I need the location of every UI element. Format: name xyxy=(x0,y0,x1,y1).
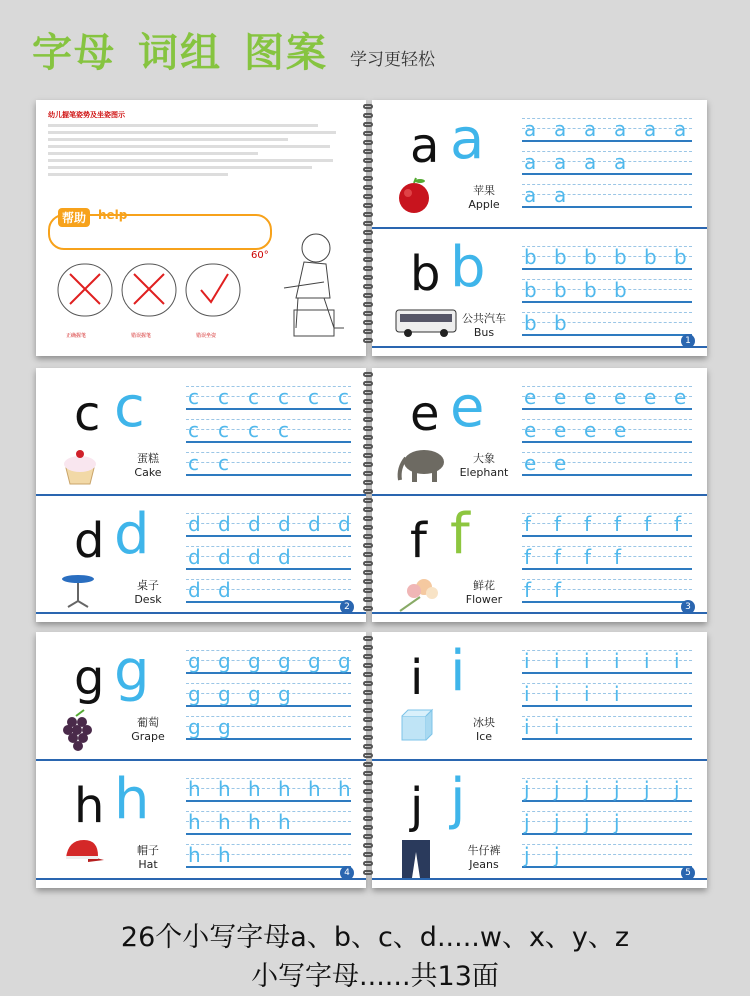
trace-letter: j xyxy=(554,810,560,834)
trace-letter: b xyxy=(524,278,537,302)
footer-line-1: 26个小写字母a、b、c、d.....w、x、y、z xyxy=(120,922,630,953)
trace-letter: c xyxy=(218,418,229,442)
letter-c-black: c xyxy=(74,386,101,442)
page-divider xyxy=(372,227,707,229)
trace-letter: h xyxy=(308,777,321,801)
trace-letter: c xyxy=(218,385,229,409)
trace-letter: d xyxy=(188,545,201,569)
caption-1: 正确握笔 xyxy=(66,333,87,339)
trace-letter: f xyxy=(644,512,652,536)
trace-letter: a xyxy=(584,117,597,141)
trace-letter: d xyxy=(218,545,231,569)
trace-letter: j xyxy=(554,843,560,867)
trace-letter: j xyxy=(524,810,530,834)
word-f-cn: 鲜花 xyxy=(473,579,495,592)
trace-grid-b xyxy=(522,242,692,341)
word-a-en: Apple xyxy=(468,198,500,211)
trace-grid-d xyxy=(186,509,351,608)
trace-letter: g xyxy=(248,649,261,673)
desk-icon xyxy=(58,571,98,615)
word-g-cn: 葡萄 xyxy=(137,716,159,729)
trace-grid-h xyxy=(186,774,351,873)
trace-letter: g xyxy=(248,682,261,706)
trace-grid-e xyxy=(522,382,692,481)
trace-letter: g xyxy=(308,649,321,673)
letter-i-blue: i xyxy=(450,639,466,704)
letter-page xyxy=(372,368,707,622)
apple-icon xyxy=(394,176,434,220)
letter-page xyxy=(36,632,366,888)
word-c xyxy=(108,452,188,480)
trace-letter: c xyxy=(278,418,289,442)
trace-letter: c xyxy=(308,385,319,409)
page-bottom-line xyxy=(372,346,707,348)
letter-b-blue: b xyxy=(450,235,486,300)
trace-letter: f xyxy=(524,512,532,536)
word-h-en: Hat xyxy=(138,858,158,871)
header-word-2: 词组 xyxy=(138,30,222,76)
cake-icon xyxy=(58,444,102,492)
word-e-cn: 大象 xyxy=(473,452,495,465)
page-bottom-line xyxy=(372,612,707,614)
trace-letter: h xyxy=(338,777,351,801)
hat-icon xyxy=(58,836,106,872)
trace-letter: b xyxy=(584,278,597,302)
trace-letter: g xyxy=(218,682,231,706)
trace-letter: b xyxy=(554,311,567,335)
spiral-binding xyxy=(363,372,375,615)
trace-letter: e xyxy=(614,418,627,442)
trace-letter: e xyxy=(524,385,537,409)
grape-icon xyxy=(58,708,98,756)
trace-letter: g xyxy=(218,649,231,673)
trace-letter: a xyxy=(554,150,567,174)
word-c-cn: 蛋糕 xyxy=(137,452,159,465)
trace-letter: c xyxy=(248,418,259,442)
trace-letter: f xyxy=(554,578,562,602)
trace-letter: i xyxy=(614,682,620,706)
page-number: 1 xyxy=(681,334,695,348)
page-bottom-line xyxy=(372,878,707,880)
trace-letter: a xyxy=(524,150,537,174)
hand-illustrations xyxy=(56,260,246,330)
trace-letter: c xyxy=(278,385,289,409)
trace-letter: i xyxy=(524,649,530,673)
word-e xyxy=(444,452,524,480)
trace-letter: h xyxy=(278,777,291,801)
trace-letter: i xyxy=(674,649,680,673)
trace-letter: h xyxy=(248,810,261,834)
word-b-en: Bus xyxy=(473,326,495,339)
sitting-child-illustration xyxy=(274,228,354,338)
letter-a-black: a xyxy=(410,118,440,174)
trace-letter: e xyxy=(584,385,597,409)
word-g-en: Grape xyxy=(131,730,165,743)
page-number: 2 xyxy=(340,600,354,614)
trace-letter: b xyxy=(584,245,597,269)
trace-letter: e xyxy=(674,385,687,409)
trace-letter: h xyxy=(188,777,201,801)
word-i xyxy=(444,716,524,744)
trace-letter: b xyxy=(524,245,537,269)
trace-letter: a xyxy=(554,117,567,141)
letter-g-blue: g xyxy=(114,639,150,704)
trace-letter: d xyxy=(308,512,321,536)
trace-letter: f xyxy=(674,512,682,536)
trace-letter: b xyxy=(644,245,657,269)
letter-h-black: h xyxy=(74,778,105,834)
word-h-cn: 帽子 xyxy=(137,844,159,857)
ice-icon xyxy=(394,708,434,752)
header-word-1: 字母 xyxy=(32,30,116,76)
trace-letter: d xyxy=(278,512,291,536)
header-slogan: 学习更轻松 xyxy=(350,50,435,70)
spiral-binding xyxy=(363,636,375,879)
page-divider xyxy=(372,759,707,761)
trace-letter: d xyxy=(218,512,231,536)
header xyxy=(32,18,435,78)
trace-letter: a xyxy=(554,183,567,207)
page-divider xyxy=(36,759,366,761)
trace-letter: b xyxy=(554,245,567,269)
trace-letter: c xyxy=(188,451,199,475)
trace-letter: i xyxy=(554,682,560,706)
trace-grid-f xyxy=(522,509,692,608)
trace-letter: f xyxy=(584,545,592,569)
letter-page xyxy=(372,100,707,356)
trace-letter: e xyxy=(584,418,597,442)
trace-letter: e xyxy=(644,385,657,409)
trace-letter: c xyxy=(218,451,229,475)
trace-letter: j xyxy=(524,843,530,867)
trace-letter: g xyxy=(188,682,201,706)
trace-letter: i xyxy=(554,649,560,673)
trace-letter: g xyxy=(188,715,201,739)
letter-b-black: b xyxy=(410,246,441,302)
trace-letter: c xyxy=(338,385,349,409)
letter-g-black: g xyxy=(74,650,105,706)
page-number: 3 xyxy=(681,600,695,614)
letter-f-blue: f xyxy=(450,502,470,567)
trace-letter: a xyxy=(614,117,627,141)
trace-letter: j xyxy=(674,777,680,801)
trace-letter: d xyxy=(278,545,291,569)
word-a-cn: 苹果 xyxy=(473,184,495,197)
trace-letter: d xyxy=(218,578,231,602)
angle-label: 60° xyxy=(251,250,269,261)
word-h xyxy=(108,844,188,872)
trace-letter: j xyxy=(614,777,620,801)
trace-letter: j xyxy=(554,777,560,801)
letter-i-black: i xyxy=(410,650,424,706)
page-bottom-line xyxy=(36,612,366,614)
trace-letter: i xyxy=(584,682,590,706)
trace-letter: i xyxy=(584,649,590,673)
word-d xyxy=(108,579,188,607)
word-j-en: Jeans xyxy=(469,858,499,871)
letter-page xyxy=(36,368,366,622)
trace-letter: f xyxy=(554,545,562,569)
trace-letter: h xyxy=(278,810,291,834)
letter-e-black: e xyxy=(410,386,440,442)
trace-letter: j xyxy=(584,810,590,834)
trace-letter: e xyxy=(524,451,537,475)
trace-letter: g xyxy=(338,649,351,673)
trace-letter: e xyxy=(554,451,567,475)
trace-letter: g xyxy=(278,649,291,673)
trace-grid-g xyxy=(186,646,351,745)
trace-letter: d xyxy=(338,512,351,536)
help-en: help xyxy=(98,208,128,222)
word-a xyxy=(444,184,524,212)
page-number: 5 xyxy=(681,866,695,880)
trace-letter: a xyxy=(584,150,597,174)
trace-letter: h xyxy=(188,843,201,867)
trace-letter: e xyxy=(614,385,627,409)
word-b-cn: 公共汽车 xyxy=(462,312,506,325)
footer-line-2: 小写字母......共13面 xyxy=(251,961,499,992)
trace-letter: j xyxy=(584,777,590,801)
trace-letter: i xyxy=(524,715,530,739)
word-f xyxy=(444,579,524,607)
letter-e-blue: e xyxy=(450,375,485,440)
trace-letter: f xyxy=(584,512,592,536)
word-d-cn: 桌子 xyxy=(137,579,159,592)
word-j-cn: 牛仔裤 xyxy=(467,844,501,857)
trace-letter: b xyxy=(524,311,537,335)
intro-text-block xyxy=(48,124,348,180)
letter-d-black: d xyxy=(74,513,105,569)
help-badge xyxy=(48,208,272,250)
trace-letter: e xyxy=(524,418,537,442)
page-divider xyxy=(36,494,366,496)
letter-a-blue: a xyxy=(450,107,485,172)
word-d-en: Desk xyxy=(134,593,162,606)
trace-letter: j xyxy=(614,810,620,834)
trace-letter: a xyxy=(524,117,537,141)
letter-h-blue: h xyxy=(114,767,150,832)
word-j xyxy=(444,844,524,872)
word-i-en: Ice xyxy=(475,730,493,743)
trace-letter: f xyxy=(524,578,532,602)
spiral-binding xyxy=(363,104,375,347)
trace-letter: f xyxy=(554,512,562,536)
caption-2: 错误握笔 xyxy=(131,333,152,339)
help-label: 帮助 xyxy=(58,208,90,227)
trace-letter: c xyxy=(188,418,199,442)
trace-letter: f xyxy=(614,512,622,536)
letter-c-blue: c xyxy=(114,375,145,440)
trace-letter: d xyxy=(188,512,201,536)
letter-d-blue: d xyxy=(114,502,150,567)
trace-letter: a xyxy=(614,150,627,174)
letter-f-black: f xyxy=(410,513,427,569)
word-g xyxy=(108,716,188,744)
trace-letter: c xyxy=(188,385,199,409)
letter-j-blue: j xyxy=(450,767,466,832)
trace-letter: a xyxy=(524,183,537,207)
trace-letter: h xyxy=(248,777,261,801)
trace-letter: i xyxy=(614,649,620,673)
trace-grid-a xyxy=(522,114,692,213)
header-word-3: 图案 xyxy=(244,30,328,76)
trace-letter: g xyxy=(188,649,201,673)
trace-letter: b xyxy=(614,278,627,302)
word-c-en: Cake xyxy=(134,466,162,479)
word-b xyxy=(444,312,524,340)
jeans-icon xyxy=(394,836,438,884)
trace-letter: g xyxy=(218,715,231,739)
trace-letter: e xyxy=(554,418,567,442)
page-divider xyxy=(372,494,707,496)
trace-letter: c xyxy=(248,385,259,409)
letter-page xyxy=(372,632,707,888)
trace-letter: h xyxy=(218,777,231,801)
trace-letter: d xyxy=(248,545,261,569)
caption-3: 错误坐姿 xyxy=(196,333,217,339)
trace-letter: f xyxy=(524,545,532,569)
trace-letter: a xyxy=(674,117,687,141)
word-e-en: Elephant xyxy=(459,466,509,479)
trace-letter: d xyxy=(248,512,261,536)
trace-letter: i xyxy=(554,715,560,739)
trace-letter: j xyxy=(524,777,530,801)
intro-page xyxy=(36,100,366,356)
trace-letter: b xyxy=(554,278,567,302)
trace-letter: g xyxy=(278,682,291,706)
trace-letter: f xyxy=(614,545,622,569)
trace-letter: b xyxy=(614,245,627,269)
trace-letter: h xyxy=(188,810,201,834)
trace-letter: e xyxy=(554,385,567,409)
word-f-en: Flower xyxy=(465,593,503,606)
page-bottom-line xyxy=(36,878,366,880)
trace-letter: i xyxy=(644,649,650,673)
trace-letter: h xyxy=(218,843,231,867)
trace-grid-c xyxy=(186,382,351,481)
trace-grid-i xyxy=(522,646,692,745)
trace-letter: i xyxy=(524,682,530,706)
trace-letter: d xyxy=(188,578,201,602)
page-number: 4 xyxy=(340,866,354,880)
trace-letter: a xyxy=(644,117,657,141)
trace-letter: h xyxy=(218,810,231,834)
intro-title: 幼儿握笔姿势及坐姿图示 xyxy=(48,111,125,119)
letter-j-black: j xyxy=(410,778,424,834)
word-i-cn: 冰块 xyxy=(473,716,495,729)
trace-letter: b xyxy=(674,245,687,269)
trace-letter: j xyxy=(644,777,650,801)
trace-grid-j xyxy=(522,774,692,873)
